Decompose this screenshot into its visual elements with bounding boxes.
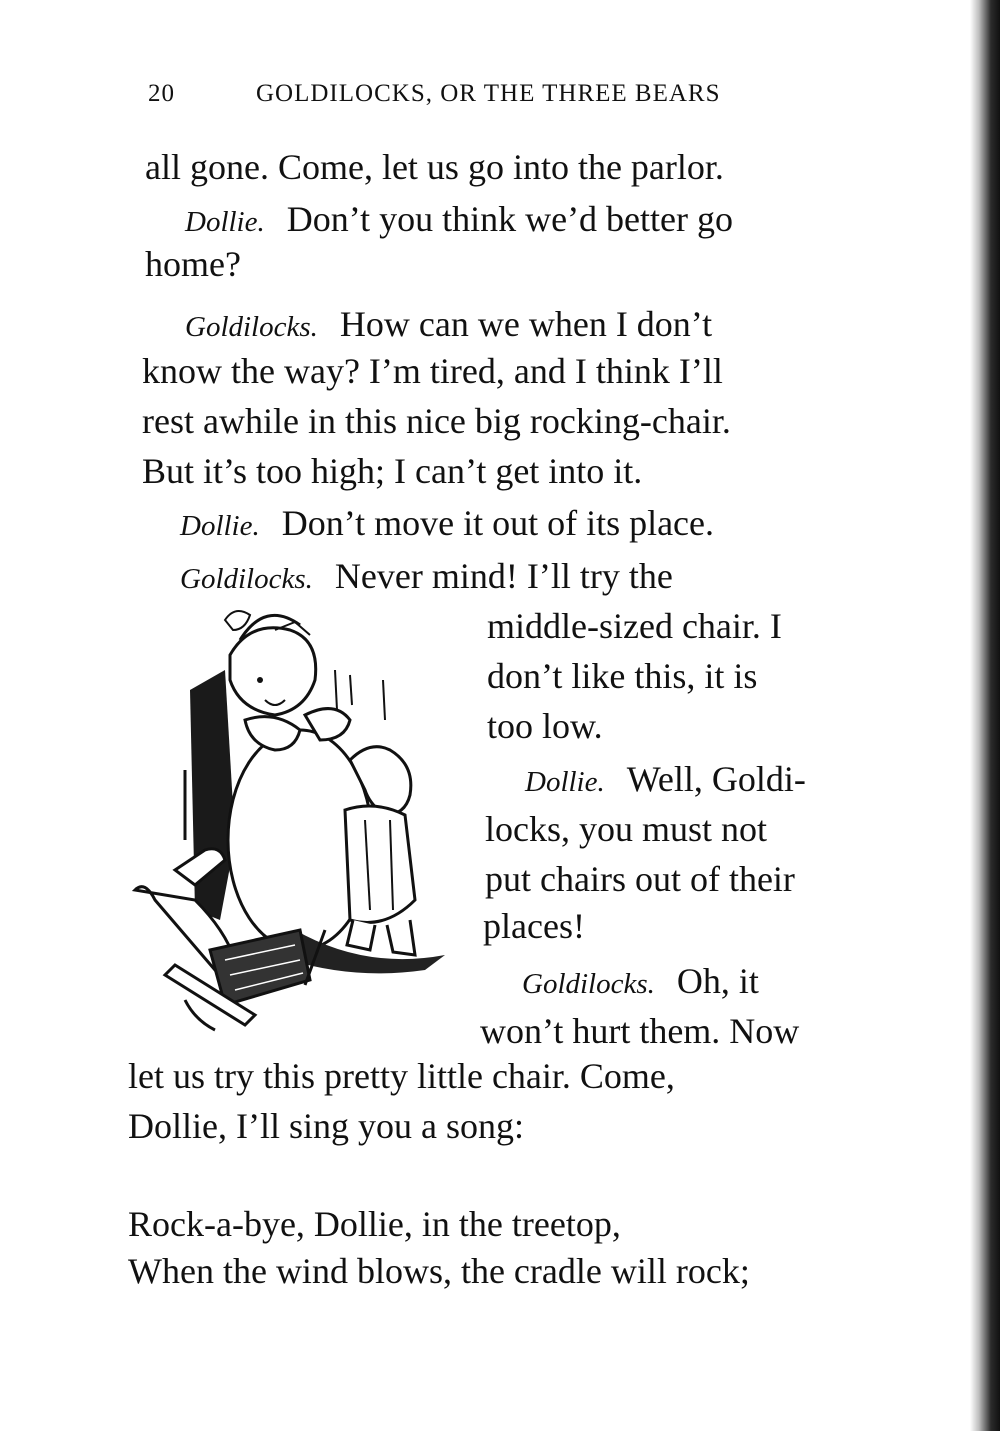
text-line-15: put chairs out of their <box>485 859 795 899</box>
dialogue-text: Don’t you think we’d better go <box>286 199 734 239</box>
text-line-12: too low. <box>487 706 603 746</box>
speaker-label: Dollie. <box>180 510 260 542</box>
dialogue-text: Never mind! I’ll try the <box>334 556 673 596</box>
text-line-8 <box>180 502 714 547</box>
running-title: GOLDILOCKS, OR THE THREE BEARS <box>256 80 721 107</box>
text-line-1: all gone. Come, let us go into the parlor. <box>145 147 724 187</box>
dialogue-text: Don’t move it out of its place. <box>281 503 715 543</box>
text-line-18: won’t hurt them. Now <box>480 1011 800 1051</box>
speaker-label: Goldilocks. <box>522 968 655 1000</box>
text-line-13 <box>525 758 806 803</box>
text-line-6: rest awhile in this nice big rocking-chair. <box>142 401 731 441</box>
text-line-19: let us try this pretty little chair. Come, <box>128 1056 675 1096</box>
verse-line-1: Rock-a-bye, Dollie, in the treetop, <box>128 1204 621 1244</box>
text-line-20: Dollie, I’ll sing you a song: <box>128 1106 524 1146</box>
speaker-label: Dollie. <box>525 766 605 798</box>
text-line-5: know the way? I’m tired, and I think I’ll <box>142 351 723 391</box>
text-line-3: home? <box>145 244 241 284</box>
dialogue-text: Oh, it <box>676 961 759 1001</box>
text-line-2 <box>185 198 733 243</box>
text-line-11: don’t like this, it is <box>487 656 758 696</box>
text-line-4 <box>185 303 712 348</box>
page-edge-shadow <box>970 0 1000 1431</box>
speaker-label: Dollie. <box>185 206 265 238</box>
page-number: 20 <box>148 80 175 107</box>
verse-line-2: When the wind blows, the cradle will rock; <box>128 1251 750 1291</box>
text-line-14: locks, you must not <box>485 809 768 849</box>
goldilocks-bear-illustration <box>125 600 450 1040</box>
dialogue-text: Well, Goldi- <box>626 759 806 799</box>
text-line-7: But it’s too high; I can’t get into it. <box>142 451 643 491</box>
speaker-label: Goldilocks. <box>185 311 318 343</box>
text-line-16: places! <box>483 906 585 946</box>
text-line-10: middle-sized chair. I <box>487 606 782 646</box>
text-line-9 <box>180 555 673 600</box>
dialogue-text: How can we when I don’t <box>339 304 713 344</box>
speaker-label: Goldilocks. <box>180 563 313 595</box>
text-line-17 <box>522 960 759 1005</box>
